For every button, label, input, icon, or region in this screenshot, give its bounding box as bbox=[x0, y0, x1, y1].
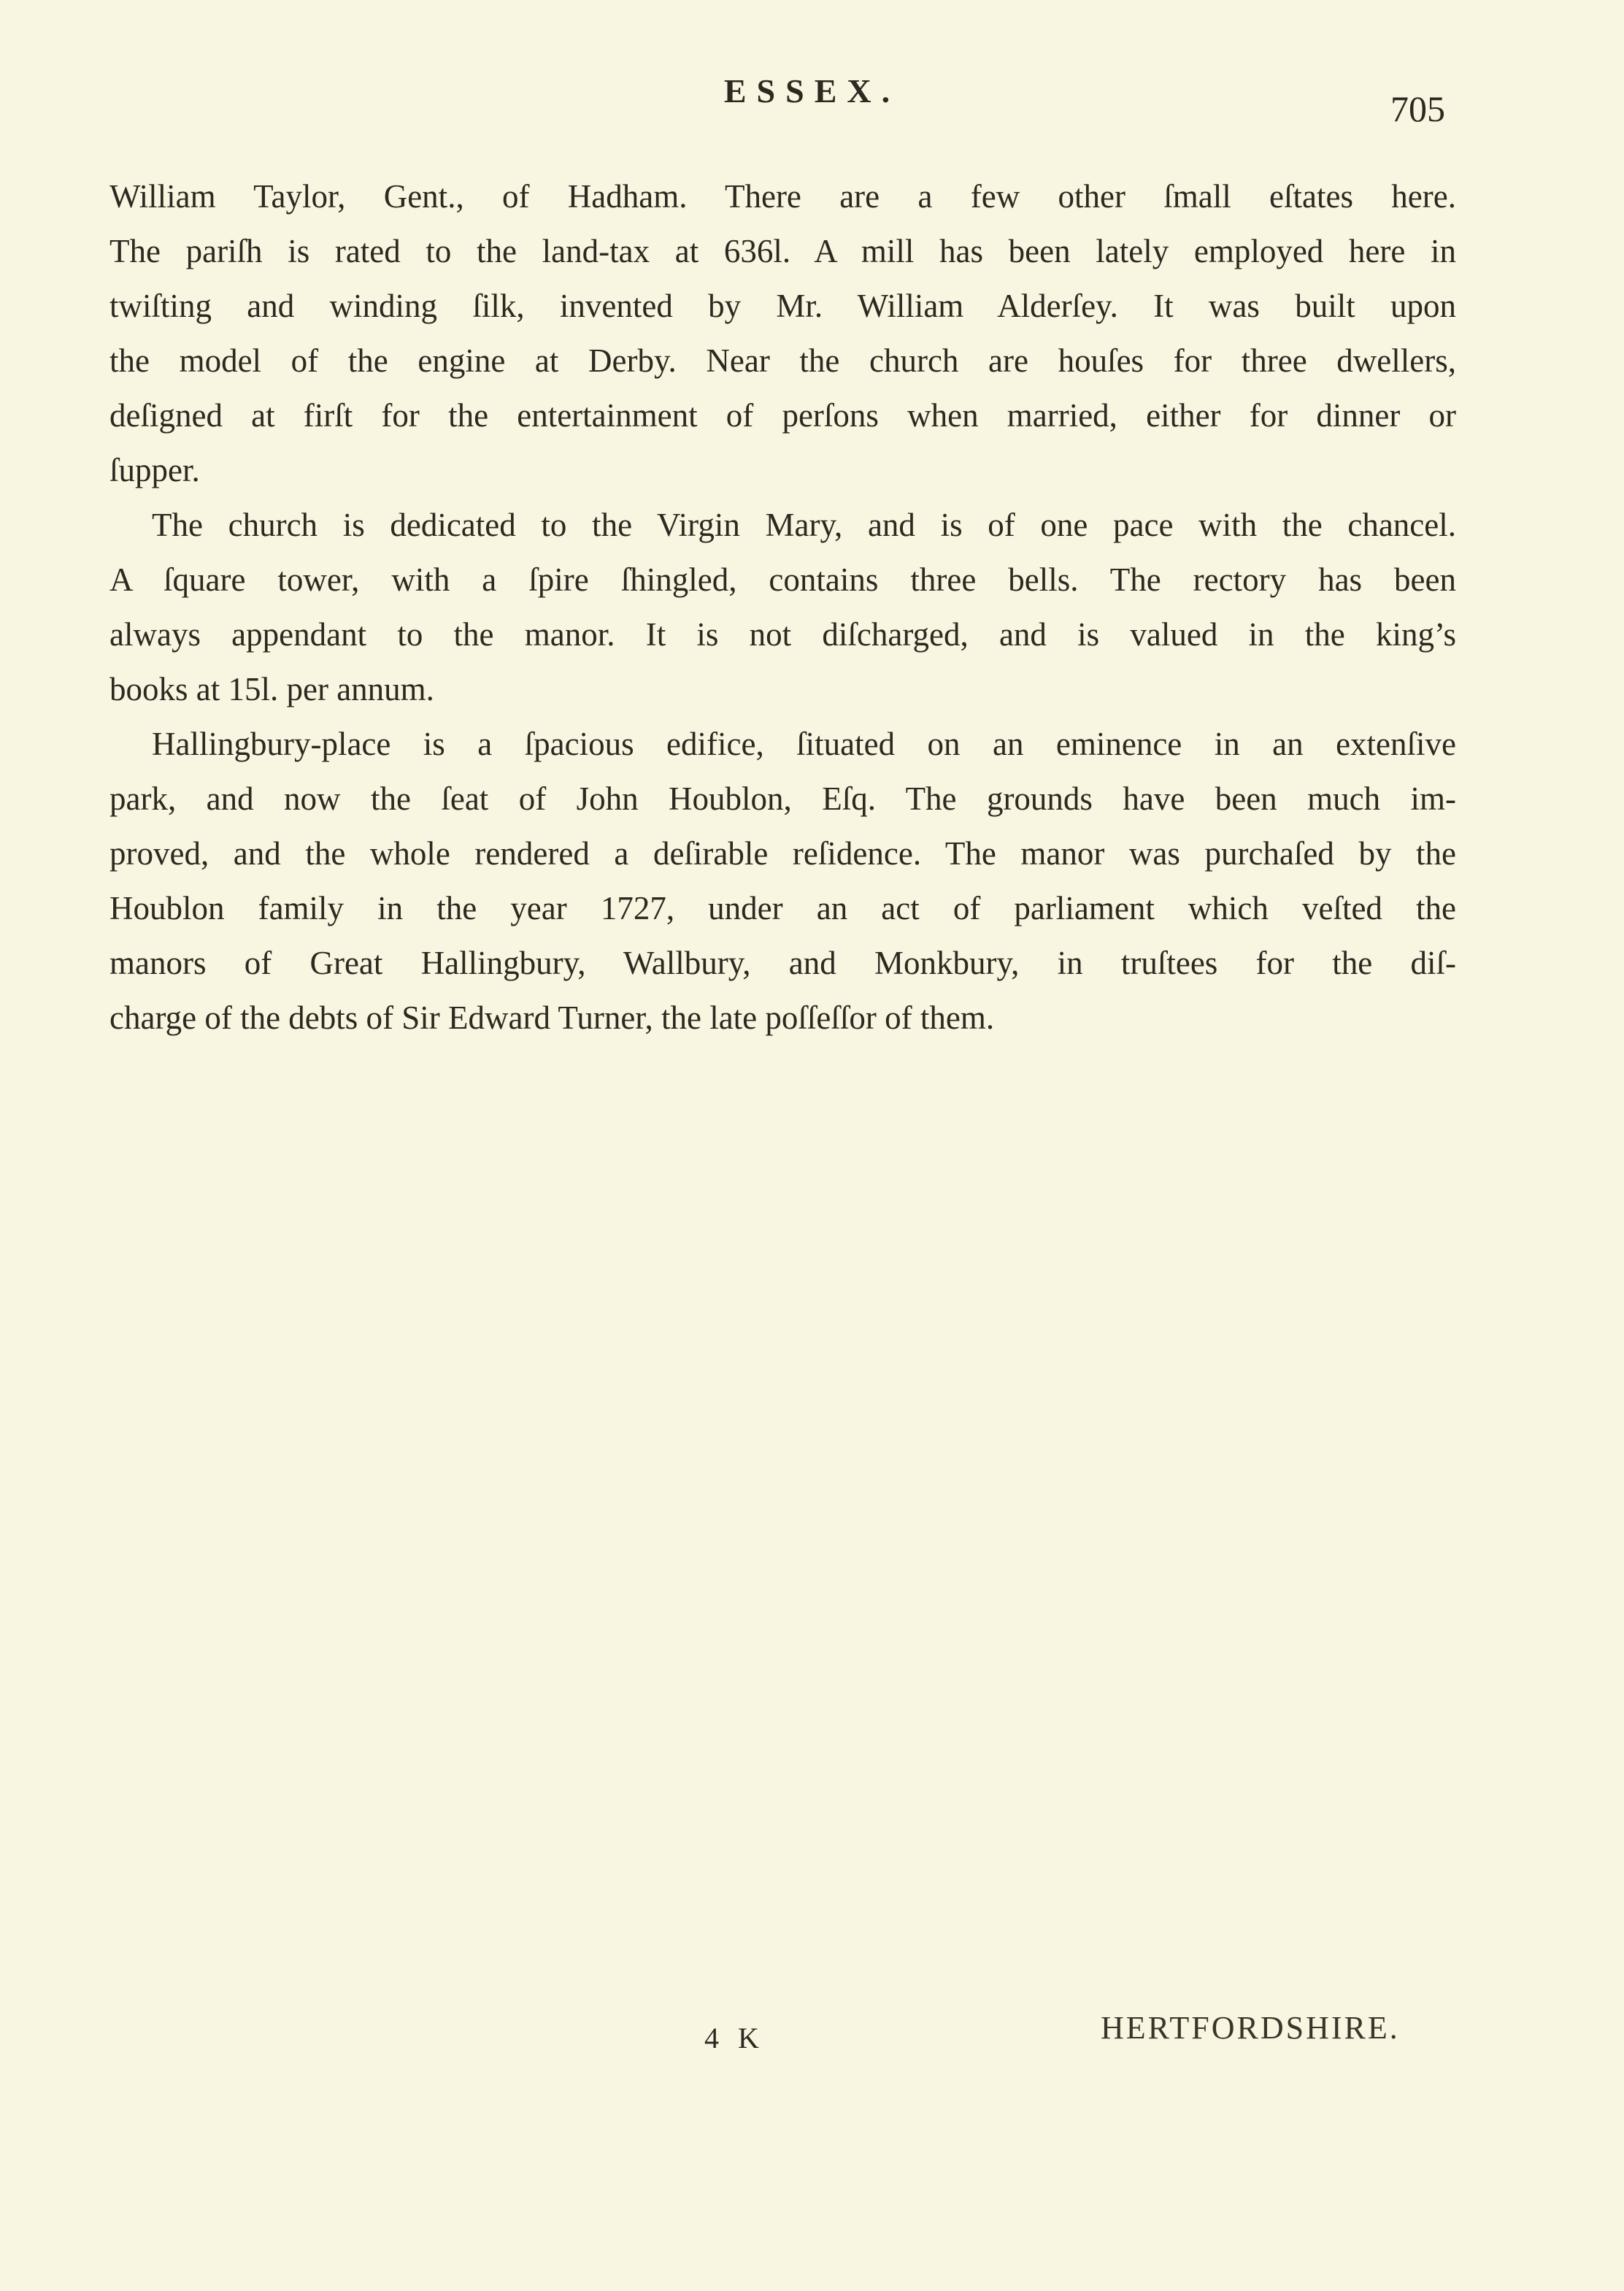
page-number: 705 bbox=[1390, 88, 1445, 129]
text-line: The church is dedicated to the Virgin Mary, and is of one pace with the chancel. bbox=[152, 507, 1456, 543]
paragraph bbox=[109, 498, 1456, 717]
text-line: park, and now the ſeat of John Houblon, Eſq. The grounds have been much im- bbox=[109, 780, 1456, 817]
paragraph bbox=[109, 169, 1456, 498]
text-line: charge of the debts of Sir Edward Turner, the late poſſeſſor of them. bbox=[109, 999, 995, 1036]
running-title: ESSEX. bbox=[723, 72, 901, 110]
text-line: proved, and the whole rendered a deſirable reſidence. The manor was purchaſed by the bbox=[109, 835, 1456, 872]
text-line: William Taylor, Gent., of Hadham. There are a few other ſmall eſtates here. bbox=[109, 178, 1456, 215]
text-line: Hallingbury-place is a ſpacious edifice, ſituated on an eminence in an extenſive bbox=[152, 726, 1456, 762]
body-text bbox=[109, 169, 1456, 1045]
text-line: manors of Great Hallingbury, Wallbury, and Monkbury, in truſtees for the diſ- bbox=[109, 945, 1456, 981]
text-line: twiſting and winding ſilk, invented by Mr. William Alderſey. It was built upon bbox=[109, 288, 1456, 324]
text-line: the model of the engine at Derby. Near the church are houſes for three dwellers, bbox=[109, 342, 1456, 379]
text-line: A ſquare tower, with a ſpire ſhingled, contains three bells. The rectory has been bbox=[109, 561, 1456, 598]
text-line: books at 15l. per annum. bbox=[109, 671, 434, 707]
paragraph bbox=[109, 717, 1456, 1045]
signature-mark: 4 K bbox=[704, 2022, 765, 2054]
catchword: HERTFORDSHIRE. bbox=[1101, 2010, 1400, 2046]
text-line: The pariſh is rated to the land-tax at 636l. A mill has been lately employed here in bbox=[109, 233, 1456, 269]
text-line: ſupper. bbox=[109, 452, 200, 488]
text-line: Houblon family in the year 1727, under an act of parliament which veſted the bbox=[109, 890, 1456, 926]
text-line: always appendant to the manor. It is not diſcharged, and is valued in the king’s bbox=[109, 616, 1456, 653]
text-line: deſigned at firſt for the entertainment of perſons when married, either for dinner or bbox=[109, 397, 1456, 434]
